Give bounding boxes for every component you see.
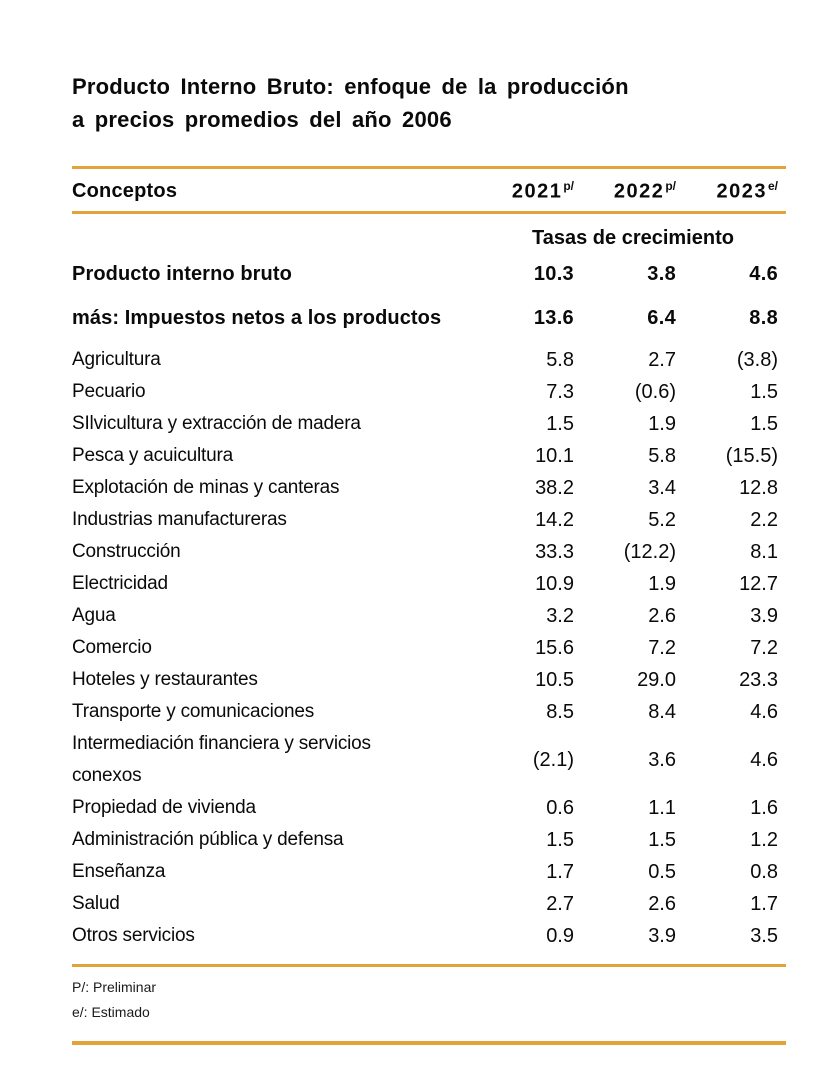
year-column-header-2021 <box>480 179 582 204</box>
row-value: 3.2 <box>546 604 574 627</box>
table-row <box>72 792 786 824</box>
year-note-superscript: e/ <box>767 179 778 193</box>
row-value: 1.5 <box>546 412 574 435</box>
row-value: (2.1) <box>532 748 574 771</box>
row-label: Agricultura <box>72 348 161 370</box>
row-value: 8.4 <box>648 700 676 723</box>
row-value: (0.6) <box>634 380 676 403</box>
row-label: Industrias manufactureras <box>72 508 287 530</box>
row-value: 14.2 <box>535 508 574 531</box>
row-value: 29.0 <box>637 668 676 691</box>
row-value: 1.5 <box>648 828 676 851</box>
row-label: SIlvicultura y extracción de madera <box>72 412 361 434</box>
row-value: (3.8) <box>736 348 778 371</box>
row-value: 3.9 <box>648 924 676 947</box>
row-label: Electricidad <box>72 572 168 594</box>
page-title <box>72 70 786 136</box>
row-value: 0.9 <box>546 924 574 947</box>
growth-rates-header: Tasas de crecimiento <box>532 226 734 249</box>
row-value: 13.6 <box>533 306 574 329</box>
row-value: 6.4 <box>647 306 676 329</box>
row-label: Enseñanza <box>72 860 166 882</box>
row-value: 10.3 <box>533 262 574 285</box>
year-label: 2023 <box>716 180 767 203</box>
row-value: 0.8 <box>750 860 778 883</box>
footnotes <box>72 975 786 1025</box>
row-value: 15.6 <box>535 636 574 659</box>
row-value: 1.9 <box>648 412 676 435</box>
row-value: 3.5 <box>750 924 778 947</box>
table-row <box>72 728 786 792</box>
row-value: 8.1 <box>750 540 778 563</box>
table-row <box>72 632 786 664</box>
table-row <box>72 440 786 472</box>
row-value: 5.2 <box>648 508 676 531</box>
row-value: 4.6 <box>750 748 778 771</box>
row-label: Propiedad de vivienda <box>72 796 256 818</box>
table-row <box>72 600 786 632</box>
table-row <box>72 568 786 600</box>
row-value: 1.9 <box>648 572 676 595</box>
table-bottom-rule <box>72 964 786 967</box>
table-row <box>72 824 786 856</box>
table-row <box>72 504 786 536</box>
row-value: 5.8 <box>546 348 574 371</box>
row-label: Comercio <box>72 636 152 658</box>
row-value: 2.7 <box>546 892 574 915</box>
table-row <box>72 696 786 728</box>
row-value: 4.6 <box>749 262 778 285</box>
row-label: Explotación de minas y canteras <box>72 476 340 498</box>
concepts-column-header: Conceptos <box>72 179 178 202</box>
table-row <box>72 408 786 440</box>
row-value: 2.2 <box>750 508 778 531</box>
row-value: 5.8 <box>648 444 676 467</box>
row-value: 4.6 <box>750 700 778 723</box>
row-label: Pecuario <box>72 380 146 402</box>
row-value: 8.5 <box>546 700 574 723</box>
row-value: 2.7 <box>648 348 676 371</box>
row-value: 3.9 <box>750 604 778 627</box>
row-value: 10.9 <box>535 572 574 595</box>
row-value: 10.5 <box>535 668 574 691</box>
row-value: 1.7 <box>750 892 778 915</box>
year-label: 2021 <box>511 180 563 203</box>
table-row <box>72 856 786 888</box>
row-label: Hoteles y restaurantes <box>72 668 258 690</box>
row-value: 1.5 <box>546 828 574 851</box>
table-row <box>72 303 786 333</box>
row-value: (15.5) <box>725 444 778 467</box>
row-value: 1.6 <box>750 796 778 819</box>
row-value: 10.1 <box>535 444 574 467</box>
row-value: 2.6 <box>648 892 676 915</box>
row-label: Pesca y acuicultura <box>72 444 233 466</box>
title-line-1: Producto Interno Bruto: enfoque de la producción <box>72 74 629 99</box>
subheader-row <box>72 214 786 256</box>
row-value: 8.8 <box>749 306 778 329</box>
row-value: 0.5 <box>648 860 676 883</box>
table-row <box>72 920 786 952</box>
row-value: 3.8 <box>647 262 676 285</box>
row-value: 3.4 <box>648 476 676 499</box>
row-value: 23.3 <box>739 668 778 691</box>
title-line-2: a precios promedios del año 2006 <box>72 107 452 132</box>
row-label: Construcción <box>72 540 181 562</box>
footnote-estimated: e/: Estimado <box>72 1003 150 1020</box>
row-value: 1.1 <box>648 796 676 819</box>
year-note-superscript: p/ <box>563 179 574 193</box>
table-row <box>72 888 786 920</box>
row-value: 1.5 <box>750 380 778 403</box>
row-value: (12.2) <box>623 540 676 563</box>
row-value: 0.6 <box>546 796 574 819</box>
row-value: 7.2 <box>750 636 778 659</box>
row-label: Otros servicios <box>72 924 195 946</box>
row-value: 12.7 <box>739 572 778 595</box>
table-row <box>72 344 786 376</box>
row-label: Administración pública y defensa <box>72 828 344 850</box>
table-body <box>72 259 786 952</box>
year-column-header-2023 <box>684 179 786 204</box>
row-label: Salud <box>72 892 120 914</box>
year-column-header-2022 <box>582 179 684 204</box>
row-label: más: Impuestos netos a los productos <box>72 306 442 329</box>
row-value: 7.3 <box>546 380 574 403</box>
row-value: 2.6 <box>648 604 676 627</box>
row-value: 33.3 <box>535 540 574 563</box>
year-note-superscript: p/ <box>665 179 676 193</box>
table-row <box>72 664 786 696</box>
table-header-row <box>72 169 786 211</box>
table-row <box>72 536 786 568</box>
row-label: Producto interno bruto <box>72 262 292 285</box>
row-value: 38.2 <box>535 476 574 499</box>
page-bottom-rule <box>72 1041 786 1045</box>
row-value: 12.8 <box>739 476 778 499</box>
table-row <box>72 376 786 408</box>
table-row <box>72 259 786 289</box>
row-value: 1.5 <box>750 412 778 435</box>
row-label: Intermediación financiera y servicios conexos <box>72 732 371 786</box>
table-row <box>72 472 786 504</box>
row-label: Transporte y comunicaciones <box>72 700 315 722</box>
row-value: 3.6 <box>648 748 676 771</box>
row-label: Agua <box>72 604 116 626</box>
row-value: 1.7 <box>546 860 574 883</box>
year-label: 2022 <box>613 180 665 203</box>
row-value: 7.2 <box>648 636 676 659</box>
row-value: 1.2 <box>750 828 778 851</box>
footnote-preliminary: P/: Preliminar <box>72 978 157 995</box>
